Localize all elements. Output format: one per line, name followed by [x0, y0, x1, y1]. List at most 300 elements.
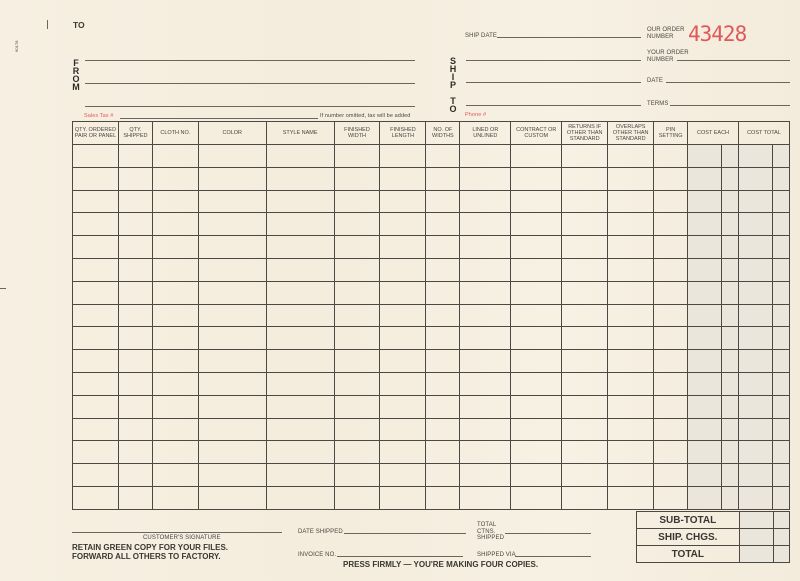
- table-cell[interactable]: [426, 464, 460, 487]
- table-cell[interactable]: [772, 372, 789, 395]
- table-cell[interactable]: [772, 258, 789, 281]
- table-cell[interactable]: [198, 464, 266, 487]
- table-cell[interactable]: [73, 441, 119, 464]
- table-cell[interactable]: [152, 258, 198, 281]
- table-cell[interactable]: [426, 281, 460, 304]
- table-cell[interactable]: [608, 350, 654, 373]
- table-cell[interactable]: [654, 258, 688, 281]
- table-cell[interactable]: [266, 281, 334, 304]
- table-cell[interactable]: [380, 145, 426, 168]
- table-cell[interactable]: [654, 281, 688, 304]
- table-cell[interactable]: [722, 167, 739, 190]
- table-cell[interactable]: [688, 464, 722, 487]
- ship-to-line-1[interactable]: [466, 60, 641, 61]
- table-cell[interactable]: [562, 395, 608, 418]
- table-cell[interactable]: [380, 350, 426, 373]
- table-cell[interactable]: [511, 304, 562, 327]
- table-cell[interactable]: [152, 213, 198, 236]
- table-cell[interactable]: [198, 418, 266, 441]
- table-cell[interactable]: [460, 372, 511, 395]
- table-cell[interactable]: [152, 418, 198, 441]
- table-cell[interactable]: [608, 281, 654, 304]
- table-cell[interactable]: [511, 350, 562, 373]
- table-cell[interactable]: [266, 258, 334, 281]
- table-cell[interactable]: [266, 418, 334, 441]
- table-cell[interactable]: [198, 441, 266, 464]
- table-cell[interactable]: [722, 464, 739, 487]
- table-cell[interactable]: [380, 486, 426, 509]
- table-cell[interactable]: [654, 418, 688, 441]
- table-cell[interactable]: [562, 372, 608, 395]
- table-cell[interactable]: [334, 145, 380, 168]
- table-cell[interactable]: [738, 464, 772, 487]
- table-cell[interactable]: [738, 190, 772, 213]
- subtotal-value[interactable]: [739, 512, 773, 529]
- table-cell[interactable]: [380, 213, 426, 236]
- table-cell[interactable]: [426, 372, 460, 395]
- table-cell[interactable]: [152, 236, 198, 259]
- table-cell[interactable]: [738, 350, 772, 373]
- table-cell[interactable]: [562, 236, 608, 259]
- table-cell[interactable]: [152, 281, 198, 304]
- table-cell[interactable]: [460, 486, 511, 509]
- table-cell[interactable]: [654, 395, 688, 418]
- table-cell[interactable]: [772, 327, 789, 350]
- table-cell[interactable]: [654, 167, 688, 190]
- table-cell[interactable]: [738, 395, 772, 418]
- table-cell[interactable]: [654, 304, 688, 327]
- table-cell[interactable]: [511, 258, 562, 281]
- table-cell[interactable]: [511, 190, 562, 213]
- table-cell[interactable]: [266, 167, 334, 190]
- table-cell[interactable]: [511, 395, 562, 418]
- table-cell[interactable]: [562, 486, 608, 509]
- table-cell[interactable]: [772, 167, 789, 190]
- table-cell[interactable]: [266, 441, 334, 464]
- table-cell[interactable]: [118, 258, 152, 281]
- table-cell[interactable]: [118, 350, 152, 373]
- table-cell[interactable]: [511, 167, 562, 190]
- table-cell[interactable]: [608, 213, 654, 236]
- table-cell[interactable]: [118, 281, 152, 304]
- table-cell[interactable]: [654, 327, 688, 350]
- table-cell[interactable]: [722, 372, 739, 395]
- table-cell[interactable]: [722, 281, 739, 304]
- table-cell[interactable]: [608, 418, 654, 441]
- table-cell[interactable]: [152, 304, 198, 327]
- your-order-number-field[interactable]: [677, 60, 790, 61]
- table-cell[interactable]: [772, 464, 789, 487]
- table-cell[interactable]: [426, 190, 460, 213]
- table-cell[interactable]: [738, 418, 772, 441]
- table-cell[interactable]: [266, 395, 334, 418]
- table-cell[interactable]: [688, 167, 722, 190]
- table-cell[interactable]: [118, 304, 152, 327]
- table-cell[interactable]: [511, 486, 562, 509]
- table-cell[interactable]: [511, 372, 562, 395]
- table-cell[interactable]: [73, 167, 119, 190]
- table-cell[interactable]: [380, 418, 426, 441]
- sales-tax-field[interactable]: [120, 118, 318, 119]
- table-cell[interactable]: [562, 327, 608, 350]
- table-cell[interactable]: [460, 236, 511, 259]
- total-cents[interactable]: [773, 546, 789, 563]
- table-cell[interactable]: [426, 441, 460, 464]
- table-cell[interactable]: [722, 327, 739, 350]
- table-cell[interactable]: [562, 304, 608, 327]
- table-cell[interactable]: [562, 281, 608, 304]
- table-cell[interactable]: [608, 441, 654, 464]
- table-cell[interactable]: [73, 372, 119, 395]
- table-cell[interactable]: [608, 304, 654, 327]
- table-cell[interactable]: [688, 145, 722, 168]
- table-cell[interactable]: [334, 486, 380, 509]
- table-cell[interactable]: [738, 213, 772, 236]
- table-cell[interactable]: [511, 213, 562, 236]
- table-cell[interactable]: [688, 190, 722, 213]
- invoice-no-field[interactable]: [337, 556, 463, 557]
- table-cell[interactable]: [334, 258, 380, 281]
- table-cell[interactable]: [426, 145, 460, 168]
- table-cell[interactable]: [688, 372, 722, 395]
- table-cell[interactable]: [380, 167, 426, 190]
- table-cell[interactable]: [380, 327, 426, 350]
- table-cell[interactable]: [266, 372, 334, 395]
- table-cell[interactable]: [738, 327, 772, 350]
- table-cell[interactable]: [198, 486, 266, 509]
- table-cell[interactable]: [426, 167, 460, 190]
- table-cell[interactable]: [722, 145, 739, 168]
- table-cell[interactable]: [722, 395, 739, 418]
- table-cell[interactable]: [562, 441, 608, 464]
- table-cell[interactable]: [688, 350, 722, 373]
- table-cell[interactable]: [722, 486, 739, 509]
- table-cell[interactable]: [688, 418, 722, 441]
- from-line-1[interactable]: [85, 60, 415, 61]
- table-cell[interactable]: [608, 190, 654, 213]
- table-cell[interactable]: [380, 304, 426, 327]
- table-cell[interactable]: [266, 464, 334, 487]
- table-cell[interactable]: [688, 213, 722, 236]
- table-cell[interactable]: [460, 304, 511, 327]
- table-cell[interactable]: [73, 145, 119, 168]
- ship-charges-value[interactable]: [739, 529, 773, 546]
- table-cell[interactable]: [73, 304, 119, 327]
- table-cell[interactable]: [772, 281, 789, 304]
- table-cell[interactable]: [152, 395, 198, 418]
- table-cell[interactable]: [73, 281, 119, 304]
- table-cell[interactable]: [198, 327, 266, 350]
- table-cell[interactable]: [73, 327, 119, 350]
- table-cell[interactable]: [73, 486, 119, 509]
- table-cell[interactable]: [152, 190, 198, 213]
- table-cell[interactable]: [654, 441, 688, 464]
- table-cell[interactable]: [198, 190, 266, 213]
- table-cell[interactable]: [654, 464, 688, 487]
- table-cell[interactable]: [738, 441, 772, 464]
- table-cell[interactable]: [738, 281, 772, 304]
- table-cell[interactable]: [511, 441, 562, 464]
- table-cell[interactable]: [772, 304, 789, 327]
- date-field[interactable]: [666, 82, 790, 83]
- table-cell[interactable]: [334, 464, 380, 487]
- table-cell[interactable]: [562, 167, 608, 190]
- table-cell[interactable]: [460, 464, 511, 487]
- table-cell[interactable]: [152, 441, 198, 464]
- table-cell[interactable]: [380, 395, 426, 418]
- table-cell[interactable]: [511, 327, 562, 350]
- table-cell[interactable]: [722, 350, 739, 373]
- table-cell[interactable]: [266, 190, 334, 213]
- total-value[interactable]: [739, 546, 773, 563]
- table-cell[interactable]: [118, 145, 152, 168]
- shipped-via-field[interactable]: [515, 556, 591, 557]
- from-line-2[interactable]: [85, 83, 415, 84]
- table-cell[interactable]: [772, 190, 789, 213]
- table-cell[interactable]: [334, 350, 380, 373]
- date-shipped-label: DATE SHIPPED: [298, 529, 343, 535]
- terms-field[interactable]: [670, 105, 790, 106]
- table-cell[interactable]: [152, 350, 198, 373]
- table-cell[interactable]: [738, 236, 772, 259]
- table-cell[interactable]: [722, 441, 739, 464]
- table-cell[interactable]: [118, 441, 152, 464]
- order-items-table: [72, 121, 790, 510]
- table-cell[interactable]: [73, 213, 119, 236]
- table-cell[interactable]: [688, 281, 722, 304]
- date-shipped-field[interactable]: [344, 533, 466, 534]
- table-cell[interactable]: [772, 145, 789, 168]
- table-cell[interactable]: [722, 190, 739, 213]
- table-cell[interactable]: [738, 145, 772, 168]
- table-cell[interactable]: [266, 213, 334, 236]
- table-cell[interactable]: [460, 441, 511, 464]
- table-cell[interactable]: [334, 213, 380, 236]
- table-cell[interactable]: [772, 213, 789, 236]
- our-order-number: 43428: [688, 22, 747, 46]
- table-cell[interactable]: [460, 395, 511, 418]
- table-cell[interactable]: [608, 167, 654, 190]
- table-cell[interactable]: [426, 304, 460, 327]
- table-cell[interactable]: [73, 258, 119, 281]
- table-cell[interactable]: [460, 167, 511, 190]
- table-cell[interactable]: [562, 258, 608, 281]
- table-cell[interactable]: [380, 281, 426, 304]
- table-cell[interactable]: [722, 304, 739, 327]
- table-cell[interactable]: [562, 418, 608, 441]
- table-cell[interactable]: [608, 145, 654, 168]
- table-cell[interactable]: [608, 258, 654, 281]
- table-cell[interactable]: [118, 418, 152, 441]
- table-cell[interactable]: [738, 372, 772, 395]
- table-cell[interactable]: [198, 281, 266, 304]
- table-cell[interactable]: [198, 372, 266, 395]
- table-cell[interactable]: [426, 418, 460, 441]
- table-cell[interactable]: [460, 327, 511, 350]
- table-cell[interactable]: [654, 372, 688, 395]
- table-cell[interactable]: [460, 190, 511, 213]
- table-cell[interactable]: [380, 190, 426, 213]
- table-cell[interactable]: [198, 350, 266, 373]
- table-cell[interactable]: [334, 236, 380, 259]
- table-cell[interactable]: [334, 281, 380, 304]
- table-cell[interactable]: [562, 464, 608, 487]
- table-cell[interactable]: [380, 258, 426, 281]
- table-cell[interactable]: [118, 395, 152, 418]
- table-cell[interactable]: [334, 441, 380, 464]
- table-cell[interactable]: [118, 464, 152, 487]
- table-cell[interactable]: [738, 486, 772, 509]
- table-cell[interactable]: [118, 327, 152, 350]
- table-cell[interactable]: [198, 258, 266, 281]
- table-cell[interactable]: [688, 258, 722, 281]
- table-cell[interactable]: [562, 350, 608, 373]
- table-cell[interactable]: [152, 372, 198, 395]
- table-cell[interactable]: [266, 350, 334, 373]
- table-cell[interactable]: [460, 281, 511, 304]
- table-cell[interactable]: [73, 350, 119, 373]
- table-cell[interactable]: [772, 395, 789, 418]
- table-cell[interactable]: [198, 167, 266, 190]
- table-cell[interactable]: [562, 190, 608, 213]
- ship-to-line-3[interactable]: [466, 105, 641, 106]
- table-cell[interactable]: [654, 236, 688, 259]
- table-cell[interactable]: [654, 190, 688, 213]
- table-cell[interactable]: [722, 236, 739, 259]
- table-cell[interactable]: [266, 145, 334, 168]
- col-qty-ordered: QTY. ORDERED PAIR OR PANEL: [73, 122, 119, 145]
- table-cell[interactable]: [334, 190, 380, 213]
- table-cell[interactable]: [426, 236, 460, 259]
- table-cell[interactable]: [118, 372, 152, 395]
- table-cell[interactable]: [73, 236, 119, 259]
- table-cell[interactable]: [738, 304, 772, 327]
- table-cell[interactable]: [266, 486, 334, 509]
- table-cell[interactable]: [334, 167, 380, 190]
- table-cell[interactable]: [334, 304, 380, 327]
- table-cell[interactable]: [152, 486, 198, 509]
- table-cell[interactable]: [118, 486, 152, 509]
- table-cell[interactable]: [688, 304, 722, 327]
- ship-charges-cents[interactable]: [773, 529, 789, 546]
- table-cell[interactable]: [266, 304, 334, 327]
- table-cell[interactable]: [772, 441, 789, 464]
- table-cell[interactable]: [654, 350, 688, 373]
- table-cell[interactable]: [334, 418, 380, 441]
- table-cell[interactable]: [460, 418, 511, 441]
- ship-date-field[interactable]: [497, 37, 641, 38]
- table-cell[interactable]: [73, 395, 119, 418]
- table-cell[interactable]: [426, 350, 460, 373]
- table-cell[interactable]: [688, 441, 722, 464]
- table-cell[interactable]: [118, 167, 152, 190]
- table-cell[interactable]: [688, 395, 722, 418]
- table-cell[interactable]: [334, 372, 380, 395]
- table-cell[interactable]: [460, 350, 511, 373]
- table-cell[interactable]: [198, 395, 266, 418]
- table-cell[interactable]: [152, 145, 198, 168]
- table-cell[interactable]: [654, 145, 688, 168]
- table-cell[interactable]: [738, 167, 772, 190]
- table-cell[interactable]: [562, 145, 608, 168]
- table-cell[interactable]: [460, 145, 511, 168]
- table-cell[interactable]: [426, 327, 460, 350]
- table-cell[interactable]: [460, 258, 511, 281]
- table-cell[interactable]: [608, 236, 654, 259]
- table-cell[interactable]: [772, 236, 789, 259]
- table-cell[interactable]: [738, 258, 772, 281]
- table-cell[interactable]: [688, 236, 722, 259]
- table-cell[interactable]: [198, 145, 266, 168]
- from-line-3[interactable]: [85, 106, 415, 107]
- table-cell[interactable]: [511, 145, 562, 168]
- table-cell[interactable]: [654, 486, 688, 509]
- col-returns: RETURNS IF OTHER THAN STANDARD: [562, 122, 608, 145]
- table-cell[interactable]: [152, 327, 198, 350]
- table-cell[interactable]: [511, 236, 562, 259]
- table-cell[interactable]: [152, 464, 198, 487]
- table-cell[interactable]: [722, 258, 739, 281]
- table-cell[interactable]: [73, 190, 119, 213]
- table-cell[interactable]: [73, 418, 119, 441]
- table-cell[interactable]: [608, 372, 654, 395]
- table-cell[interactable]: [426, 395, 460, 418]
- table-cell[interactable]: [73, 464, 119, 487]
- table-cell[interactable]: [266, 327, 334, 350]
- customer-signature-field[interactable]: [72, 532, 282, 533]
- table-cell[interactable]: [511, 281, 562, 304]
- table-cell[interactable]: [772, 418, 789, 441]
- table-cell[interactable]: [334, 327, 380, 350]
- table-cell[interactable]: [198, 236, 266, 259]
- total-ctns-field[interactable]: [505, 533, 591, 534]
- subtotal-cents[interactable]: [773, 512, 789, 529]
- table-cell[interactable]: [426, 258, 460, 281]
- table-cell[interactable]: [772, 350, 789, 373]
- table-cell[interactable]: [772, 486, 789, 509]
- table-cell[interactable]: [380, 464, 426, 487]
- table-cell[interactable]: [608, 327, 654, 350]
- table-cell[interactable]: [118, 190, 152, 213]
- table-cell[interactable]: [426, 486, 460, 509]
- table-cell[interactable]: [608, 464, 654, 487]
- table-cell[interactable]: [688, 486, 722, 509]
- table-cell[interactable]: [334, 395, 380, 418]
- table-cell[interactable]: [562, 213, 608, 236]
- table-cell[interactable]: [380, 441, 426, 464]
- table-cell[interactable]: [511, 418, 562, 441]
- table-cell[interactable]: [198, 304, 266, 327]
- table-cell[interactable]: [688, 327, 722, 350]
- table-cell[interactable]: [198, 213, 266, 236]
- table-cell[interactable]: [152, 167, 198, 190]
- table-cell[interactable]: [380, 372, 426, 395]
- table-cell[interactable]: [511, 464, 562, 487]
- table-cell[interactable]: [722, 418, 739, 441]
- table-cell[interactable]: [608, 395, 654, 418]
- table-cell[interactable]: [460, 213, 511, 236]
- table-cell[interactable]: [118, 213, 152, 236]
- total-label: TOTAL: [637, 546, 740, 563]
- table-cell[interactable]: [118, 236, 152, 259]
- table-cell[interactable]: [654, 213, 688, 236]
- table-cell[interactable]: [380, 236, 426, 259]
- table-cell[interactable]: [266, 236, 334, 259]
- ship-to-line-2[interactable]: [466, 82, 641, 83]
- table-cell[interactable]: [722, 213, 739, 236]
- table-cell[interactable]: [608, 486, 654, 509]
- table-cell[interactable]: [426, 213, 460, 236]
